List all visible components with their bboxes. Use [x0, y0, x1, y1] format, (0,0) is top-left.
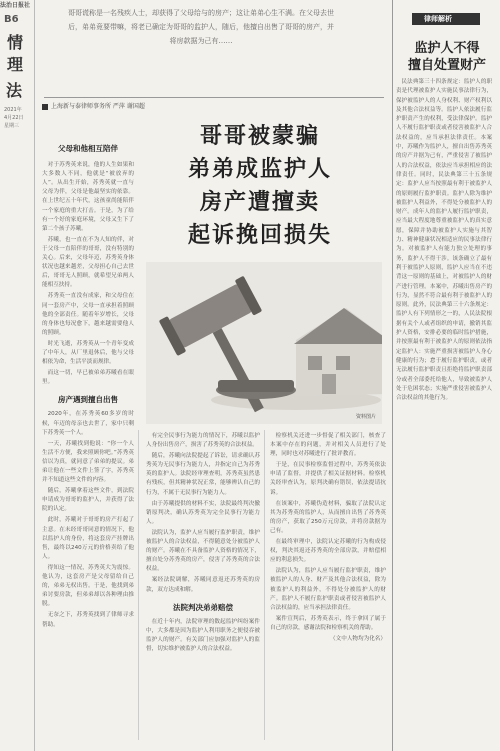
- col1-p9: 此时，苏曦对于哥哥的房产打起了主意。在未经哥哥同意的情况下，他以监护人的身份，将这套房产挂牌出售，最终以240万元的价格卖给了他人。: [42, 517, 134, 560]
- col3-p4: 在最终审理中，法院认定苏曦的行为构成侵权，判决其返还苏秀英的全部房款，并赔偿相应的利息损失。: [270, 539, 386, 564]
- col1-p7: 一天，苏曦找到他说：“你一个人生活不方便，我来照顾你吧。”苏秀英信以为真，就同意了弟弟的提议。弟弟让他在一些文件上签了字，苏秀英并不知道这些文件的内容。: [42, 440, 134, 484]
- col2-p2: 随后，苏曦向法院提起了诉讼，请求确认苏秀英为无民事行为能力人，并指定自己为苏秀英的监护人。法院经审理查明，苏秀英虽然患有残疾，但其精神状况正常，能够辨认自己的行为，不属于无民事行为能力人。: [146, 453, 260, 496]
- col3-p6: 案件宣判后，苏秀英表示，终于拿回了属于自己的房款，感谢法院和检察机关的帮助。: [270, 615, 386, 631]
- headline-line-4: 起诉挽回损失: [187, 222, 332, 248]
- col1-p4: 时光飞逝，苏秀英从一个青年变成了中年人，从厂里退休后，他与父母相依为命，生活平淡而规律。: [42, 340, 134, 366]
- col2-p4: 法院认为，监护人应当履行监护职责，维护被监护人的合法权益，不得随意处分被监护人的财产。苏曦在不具备监护人资格的情况下，擅自处分苏秀英的房产，侵害了苏秀英的合法权益。: [146, 529, 260, 573]
- masthead: 法治日报社: [0, 2, 31, 9]
- col1-p8: 随后，苏曦拿着这些文件，到法院申请成为哥哥的监护人，并获得了法院的认定。: [42, 488, 134, 513]
- byline-square-icon: [42, 104, 48, 110]
- section-char-2: 理: [6, 55, 23, 74]
- date: 2021年 4月22日 星期三: [4, 107, 24, 129]
- article-headline: [138, 120, 382, 252]
- column-1: [42, 132, 134, 632]
- illustration: [146, 262, 382, 424]
- subhead-1: 父母和他相互陪伴: [58, 144, 118, 153]
- section-char-1: 情: [6, 33, 23, 52]
- col1-p6: 2020年，在苏秀英60多岁的时候，年迈的母亲也去世了，家中只剩下苏秀英一个人。: [42, 411, 134, 436]
- col2-p5: 案经法院调解，苏曦同意返还苏秀英的房款，双方达成和解。: [146, 577, 260, 593]
- col2-p1: 有完全民事行为能力的情况下，苏曦以监护人身份出售房产，损害了苏秀英的合法权益。: [146, 433, 260, 449]
- column-divider-1: [138, 430, 139, 740]
- page-number: B6: [4, 14, 19, 25]
- col2-p6: 在近十年内，法院审理的数起监护纠纷案件中，大多都是因为监护人利用职务之便侵吞被监护人的财产。有关部门应加强对监护人的监督，切实维护被监护人的合法权益。: [146, 618, 260, 652]
- col2-p3: 由于苏曦提供的材料不实，法院最终判决撤销原判决，确认苏秀英为完全民事行为能力人。: [146, 500, 260, 525]
- section-char-3: 法: [6, 81, 23, 100]
- sidebar-body: 民法典第三十四条规定：监护人的职责是代理被监护人实施民事法律行为，保护被监护人的人身权利、财产权利以及其他合法权益等。监护人依法履行监护职责产生的权利，受法律保护。监护人不履行监护职责或者侵害被监护人合法权益的，应当承担法律责任。本案中，苏曦作为监护人，擅自出售苏秀英的房产并据为己有，严重侵害了被监护人的合法权益，依法应当承担相应的法律责任。同时，民法典第三十五条规定：监护人应当按照最有利于被监护人的原则履行监护职责。监护人除为维护被监护人利益外，不得处分被监护人的财产。成年人的监护人履行监护职责，应当最大程度地尊重被监护人的真实意愿，保障并协助被监护人实施与其智力、精神健康状况相适应的民事法律行为。对被监护人有能力独立处理的事务，监护人不得干涉。该条确立了最有利于被监护人原则，监护人应当在不违背这一原则的基础上，对被监护人的财产进行管理。本案中，苏曦出售房产的行为，显然不符合最有利于被监护人的原则。此外，民法典第三十六条规定：监护人有下列情形之一的，人民法院根据有关个人或者组织的申请，撤销其监护人资格，安排必要的临时监护措施，并按照最有利于被监护人的原则依法指定监护人：实施严重损害被监护人身心健康的行为；怠于履行监护职责，或者无法履行监护职责且拒绝将监护职责部分或者全部委托给他人，导致被监护人处于危困状态；实施严重侵害被监护人合法权益的其他行为。: [396, 79, 492, 402]
- lead-paragraph: 哥哥谎称是一名残疾人士，却获得了父母给与的房产；这让弟弟心生不满。在父母去世后，弟弟竟要带嘛，将老已确定为哥哥的监护人，随后，他擅自出售了哥哥的房产，并将房款据为己有……: [68, 9, 334, 45]
- byline: 上海新与泰律师事务所 严萍 谢国超: [42, 101, 302, 110]
- column-divider-2: [264, 430, 265, 740]
- col3-p1: 检察机关还进一步督促了相关部门，核查了本案中存在的问题，并对相关人员进行了处理，同时也对苏曦进行了批评教育。: [270, 433, 386, 458]
- headline-line-2: 弟弟成监护人: [187, 156, 332, 182]
- sidebar-title-line-1: 监护人不得: [414, 41, 480, 56]
- col1-p3: 苏秀英一直没有成家，和父母住在同一套房产中，父母一直承担着照顾他的全部责任。随着年岁增长，父母的身体也每况愈下，越来越需要他人的照顾。: [42, 293, 134, 336]
- subhead-3: 法院判决弟弟赔偿: [173, 602, 233, 612]
- col1-p11: 无奈之下，苏秀英找到了律师寻求帮助。: [42, 612, 134, 628]
- column-3: [270, 432, 386, 646]
- col3-p7: （文中人物均为化名）: [330, 635, 386, 642]
- col3-p2: 于是，在民事检察监督过程中，苏秀英依法申请了监督，并提供了相关证据材料。检察机关经审查认为，原判决确有错误，依法提请抗诉。: [270, 462, 386, 496]
- col1-p5: 而这一切，早已被弟弟苏曦看在眼里。: [42, 370, 134, 386]
- col1-p2: 苏曦，也一直在不为人知的伴，对于父母一直陪伴的哥哥，没有特别的关心。后来，父母年迈，苏秀英身体状况也越来越差，父母担心自己去世后，哥哥无人照顾，就希望兄弟两人能相互扶持。: [42, 236, 134, 289]
- photo-credit: 资料图片: [355, 414, 376, 420]
- sidebar-divider: [392, 0, 393, 751]
- col3-p5: 法院认为，监护人应当履行监护职责，维护被监护人的人身、财产及其他合法权益，除为被监护人的利益外，不得处分被监护人的财产。监护人不履行监护职责或者侵害被监护人合法权益的，应当承担法律责任。: [270, 568, 386, 611]
- col3-p3: 在该案中，苏曦伪造材料，骗取了法院认定其为苏秀英的监护人，从而擅自出售了苏秀英的房产，获取了250万元房款，并将房款据为己有。: [270, 500, 386, 534]
- lead-divider: [44, 97, 384, 98]
- col1-p1: 对于苏秀英来说，他的人生如果和大多数人不同，他就是“被放弃的人”。从出生开始，苏秀英就一直与父母为伴，父母是他最坚实的依靠。在上世纪五十年代，这孩童尚能陪伴一个家庭的重大打击。于是，为了给有一个好的家庭环境，父母又生下了第二个孩子苏曦。: [42, 162, 134, 232]
- section-title-vertical: [6, 32, 24, 76]
- left-divider: [34, 0, 35, 751]
- headline-line-3: 房产遭擅卖: [199, 189, 320, 215]
- column-header: 律师解析: [424, 15, 452, 23]
- sidebar-title: [402, 40, 492, 74]
- gavel-house-icon: [146, 262, 382, 424]
- col1-p10: 得知这一情况，苏秀英大为震惊。他认为，这套房产是父母留给自己的，弟弟无权出售。于是，他找到弟弟讨要房款，但弟弟却以各种理由推脱。: [42, 564, 134, 608]
- headline-line-1: 哥哥被蒙骗: [199, 123, 320, 149]
- sidebar-title-line-2: 擅自处置财产: [407, 58, 486, 73]
- subhead-2: 房产遇到擅自出售: [58, 395, 118, 405]
- column-2: [146, 432, 260, 656]
